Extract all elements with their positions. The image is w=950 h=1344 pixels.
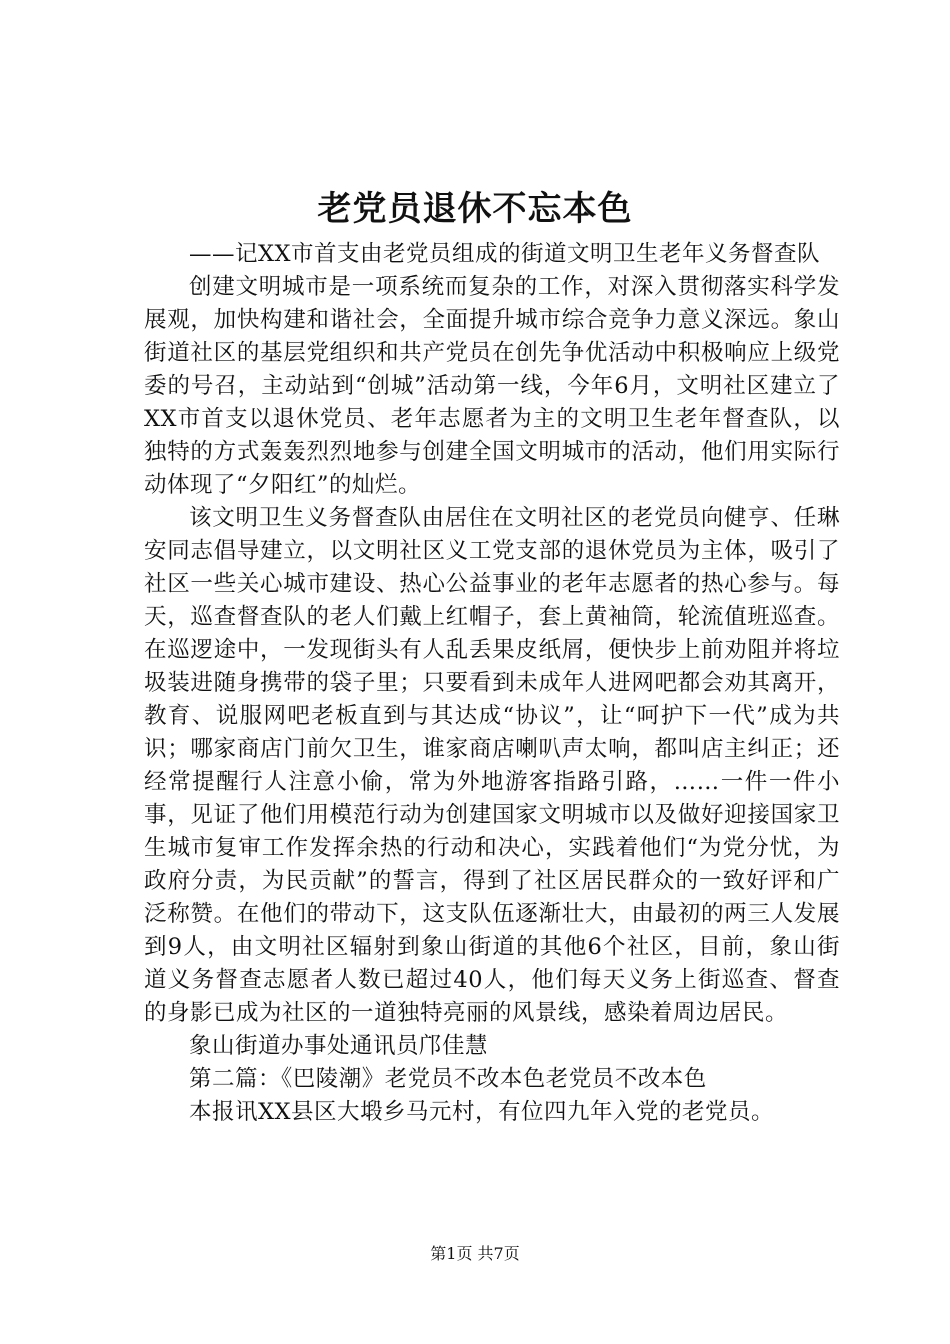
document-body: [144, 238, 840, 1129]
document-title: 老党员退休不忘本色: [317, 189, 633, 229]
document-subtitle: ——记XX市首支由老党员组成的街道文明卫生老年义务督查队: [189, 241, 821, 267]
section-2-heading: 第二篇：《巴陵潮》老党员不改本色老党员不改本色: [189, 1066, 707, 1092]
body-paragraph-2: 该文明卫生义务督查队由居住在文明社区的老党员向健亨、任琳安同志倡导建立，以文明社区义工党支部的退休党员为主体，吸引了社区一些关心城市建设、热心公益事业的老年志愿者的热心参与。每天，巡查督查队的老人们戴上红帽子，套上黄袖筒，轮流值班巡查。在巡逻途中，一发现街头有人乱丢果皮纸屑，便快步上前劝阻并将垃圾装进随身携带的袋子里；只要看到未成年人进网吧都会劝其离开，教育、说服网吧老板直到与其达成“协议”，让“呵护下一代”成为共识；哪家商店门前欠卫生，谁家商店喇叭声太响，都叫店主纠正；还经常提醒行人注意小偷，常为外地游客指路引路，……一件一件小事，见证了他们用模范行动为创建国家文明城市以及做好迎接国家卫生城市复审工作发挥余热的行动和决心，实践着他们“为党分忧，为政府分责，为民贡献”的誓言，得到了社区居民群众的一致好评和广泛称赞。在他们的带动下，这支队伍逐渐壮大，由最初的两三人发展到9人，由文明社区辐射到象山街道的其他6个社区，目前，象山街道义务督查志愿者人数已超过40人，他们每天义务上街巡查、督查的身影已成为社区的一道独特亮丽的风景线，感染着周边居民。: [144, 505, 840, 1026]
byline: 象山街道办事处通讯员邝佳慧: [189, 1033, 489, 1059]
body-paragraph-1: 创建文明城市是一项系统而复杂的工作，对深入贯彻落实科学发展观，加快构建和谐社会，全面提升城市综合竞争力意义深远。象山街道社区的基层党组织和共产党员在创先争优活动中积极响应上级党委的号召，主动站到“创城”活动第一线，今年6月，文明社区建立了XX市首支以退休党员、老年志愿者为主的文明卫生老年督查队，以独特的方式轰轰烈烈地参与创建全国文明城市的活动，他们用实际行动体现了“夕阳红”的灿烂。: [144, 274, 840, 498]
section-2-first-line: 本报讯XX县区大塅乡马元村，有位四九年入党的老党员。: [189, 1099, 775, 1125]
page-number-footer: 第1页 共7页: [430, 1244, 520, 1263]
